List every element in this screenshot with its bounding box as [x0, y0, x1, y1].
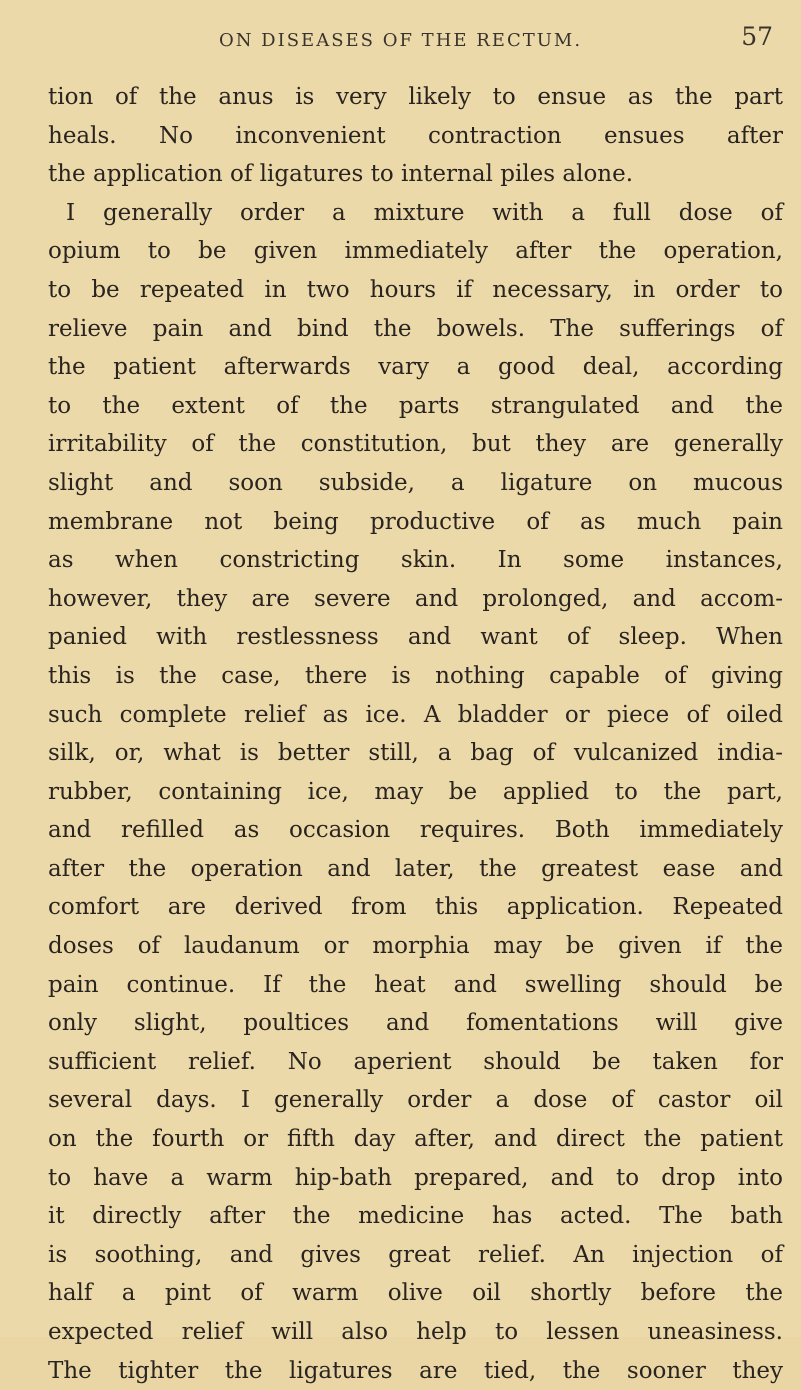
text-line: is soothing, and gives great relief. An injection of	[48, 1241, 783, 1268]
text-line: doses of laudanum or morphia may be given if the	[48, 933, 783, 960]
text-line: half a pint of warm olive oil shortly before the	[48, 1280, 783, 1307]
text-line: to have a warm hip-bath prepared, and to drop into	[48, 1164, 783, 1191]
body-text	[48, 78, 783, 1390]
text-line: to be repeated in two hours if necessary, in order to	[48, 276, 783, 303]
text-line: it directly after the medicine has acted. The bath	[48, 1203, 783, 1230]
text-line: the patient afterwards vary a good deal, according	[48, 354, 783, 381]
text-line: the application of ligatures to internal piles alone.	[48, 161, 634, 188]
text-line: only slight, poultices and fomentations will give	[48, 1010, 783, 1037]
text-line: rubber, containing ice, may be applied to the part,	[48, 778, 783, 805]
text-line: pain continue. If the heat and swelling should be	[48, 971, 783, 998]
text-line: opium to be given immediately after the operation,	[48, 238, 783, 265]
text-line: this is the case, there is nothing capable of giving	[48, 662, 783, 689]
text-line: expected relief will also help to lessen uneasiness.	[48, 1319, 783, 1345]
text-line: on the fourth or fifth day after, and direct the patient	[48, 1126, 783, 1153]
text-line: relieve pain and bind the bowels. The sufferings of	[48, 315, 783, 342]
text-line: tion of the anus is very likely to ensue as the part	[48, 84, 783, 110]
text-line: to the extent of the parts strangulated and the	[48, 392, 783, 419]
text-line: as when constricting skin. In some instances,	[48, 547, 783, 574]
text-line: heals. No inconvenient contraction ensues after	[48, 122, 783, 149]
text-line: slight and soon subside, a ligature on mucous	[48, 469, 783, 496]
text-line: comfort are derived from this application. Repeated	[48, 894, 783, 921]
text-line: and refilled as occasion requires. Both immediately	[48, 817, 783, 844]
running-title: ON DISEASES OF THE RECTUM.	[218, 30, 583, 51]
text-line: membrane not being productive of as much pain	[48, 508, 783, 535]
page-number: 57	[741, 22, 773, 51]
text-line: I generally order a mixture with a full dose of	[66, 199, 783, 226]
text-line: sufficient relief. No aperient should be taken for	[48, 1048, 783, 1075]
text-line: several days. I generally order a dose of castor oil	[48, 1087, 783, 1114]
text-line: after the operation and later, the greatest ease and	[48, 855, 783, 882]
text-line: irritability of the constitution, but they are generally	[48, 431, 783, 458]
text-line: panied with restlessness and want of sleep. When	[48, 624, 783, 651]
text-line: silk, or, what is better still, a bag of vulcanized india-	[48, 740, 783, 767]
text-line: such complete relief as ice. A bladder or piece of oiled	[48, 701, 783, 728]
text-line: The tighter the ligatures are tied, the sooner they	[48, 1357, 783, 1384]
text-line: however, they are severe and prolonged, and accom-	[48, 585, 783, 612]
